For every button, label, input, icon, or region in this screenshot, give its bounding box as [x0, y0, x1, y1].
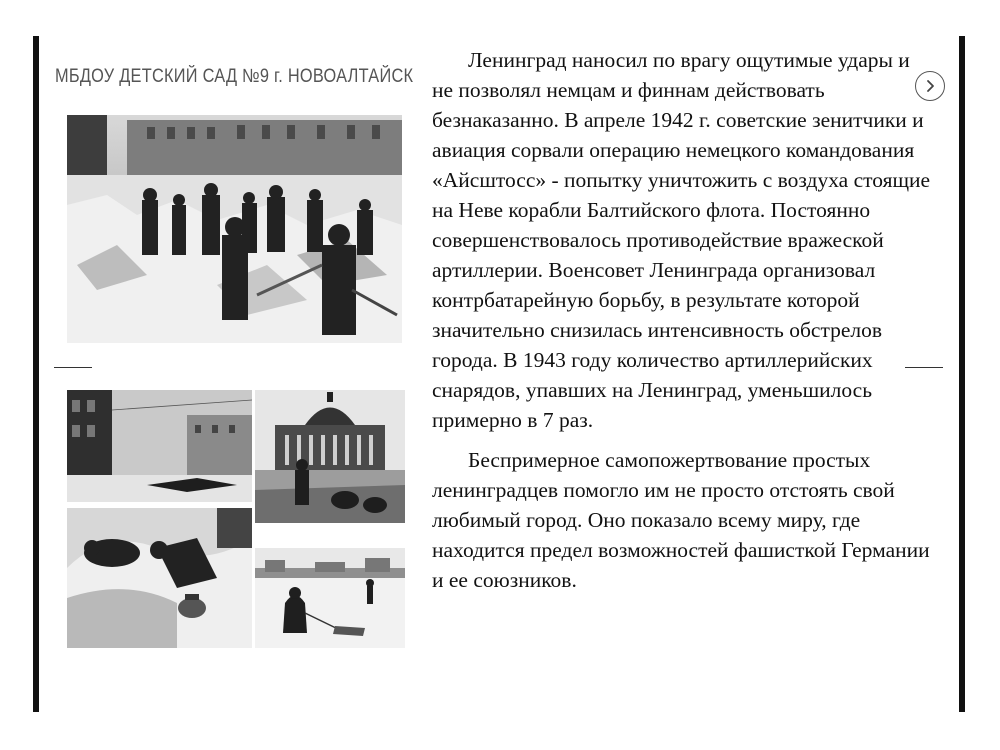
right-border-bar	[959, 36, 965, 712]
photo-cathedral-garden	[255, 390, 405, 523]
photo-sled-on-ice	[255, 548, 405, 648]
photo-snow-clearing	[67, 115, 402, 343]
paragraph-2: Беспримерное самопожертвование простых ленинградцев помогло им не просто отстоять свой любимый город. Оно показало всему миру, где находится предел возможностей фашисткой Германии и ее союзников.	[432, 448, 930, 592]
left-border-bar	[33, 36, 39, 712]
left-divider-mark	[54, 367, 92, 368]
paragraph-1: Ленинград наносил по врагу ощутимые удары и не позволял немцам и финнам действовать безнаказанно. В апреле 1942 г. советские зенитчики и авиация сорвали операцию немецкого командования «Айсштосс» - попытку уничтожить с воздуха стоящие на Неве корабли Балтийского флота. Постоянно совершенствовалось противодействие вражеской артиллерии. Военсовет Ленинграда организовал контрбатарейную борьбу, в результате которой значительно снизилась интенсивность обстрелов города. В 1943 году количество артиллерийских снарядов, упавших на Ленинград, уменьшилось примерно в 7 раз.	[432, 48, 931, 432]
school-caption: МБДОУ ДЕТСКИЙ САД №9 г. НОВОАЛТАЙСК	[55, 66, 414, 87]
article-text	[432, 45, 932, 605]
photo-water-from-ice	[67, 508, 252, 648]
photo-street-bodies	[67, 390, 252, 502]
